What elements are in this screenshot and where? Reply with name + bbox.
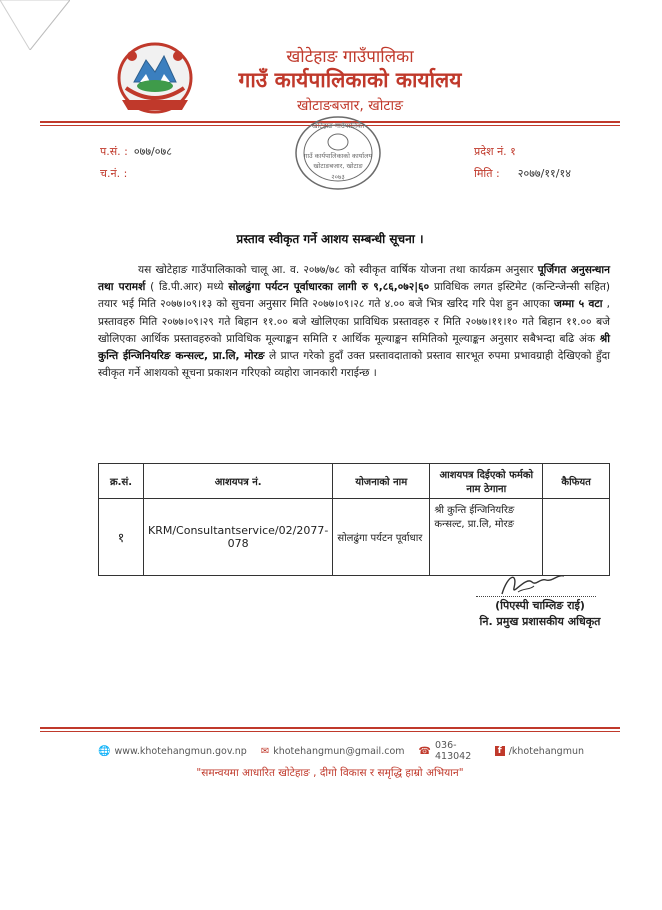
province-number: प्रदेश नं. १: [474, 145, 516, 158]
date-value: २०७७/११/१४: [517, 167, 571, 180]
footer-contacts: [98, 740, 598, 762]
body-bold-2: सोलढुंगा पर्यटन पूर्वाधारका लागी रु ९,८६,०७२|६०: [228, 281, 430, 294]
reference-value: ०७७/०७८: [133, 145, 172, 158]
office-address: खोटाङबजार, खोटाङ: [297, 98, 403, 114]
notice-body: [98, 262, 610, 382]
body-part-4: , प्रस्तावहरु मिति २०७७।०९।२९ गते बिहान ११.०० बजे खोलिएका प्राविधिक प्रस्तावहरु र मिति २०७७।११।१० गते बिहान ११.०० बजे खोलिएका आर्थिक प्रस्तावहरुको प्राविधिक मूल्याङ्कन समिति र आर्थिक मूल्याङ्कन समितिको मूल्याङ्कन अनुसार सबैभन्दा बढि अंक: [98, 298, 610, 345]
body-bold-3: जम्मा ५ वटा: [554, 298, 603, 311]
phone-text: 036-413042: [434, 740, 472, 762]
cell-remarks: [543, 499, 610, 576]
dispatch-number: [100, 166, 133, 181]
signer-title: नि. प्रमुख प्रशासकीय अधिकृत: [479, 615, 601, 628]
facebook-text: /khotehangmun: [508, 745, 584, 757]
body-part-3: प्राविधिक लगत इस्टिमेट (कन्टिन्जेन्सी सहित) तयार भई मिति २०७७।०९।१३ को सुचना अनुसार मिति २०७७।०९।२८ गते ४.०० बजे भित्र खरिद गरि पेश हुन आएका: [98, 281, 610, 311]
reference-label: प.सं. :: [100, 145, 128, 158]
body-bold-1: पूर्जिगत अनुसन्धान तथा परामर्श: [98, 264, 611, 294]
header-serial: क्र.सं.: [99, 464, 144, 499]
table-row: [99, 499, 610, 576]
footer-divider: [40, 727, 620, 729]
cell-project-name: सोलढुंगा पर्यटन पूर्वाधार: [333, 499, 430, 576]
header-remarks: कैफियत: [543, 464, 610, 499]
cell-loi-number: KRM/Consultantservice/02/2077-078: [144, 499, 333, 576]
stamp-line-2: गाउँ कार्यपालिकाको कार्यालय: [303, 152, 373, 160]
date: [474, 166, 571, 181]
signer-name: (पिएस्पी चाम्लिङ राई): [495, 599, 585, 612]
header-loi-number: आशयपत्र नं.: [144, 464, 333, 499]
footer-slogan: "समन्वयमा आधारित खोटेहाङ , दीगो विकास र समृद्धि हाम्रो अभियान": [196, 767, 464, 779]
dispatch-label: च.नं. :: [100, 167, 128, 180]
facebook-icon: f: [495, 746, 505, 756]
office-stamp: [292, 112, 384, 194]
body-part-5: ले प्राप्त गरेको हुदाँ उक्त प्रस्तावदाताको प्रस्ताव सारभूत रुपमा प्रभावग्राही देखिएको हुँदा स्वीकृत गर्ने आशयको सूचना प्रकाशन गरिएको व्यहोरा जानकारी गराईन्छ ।: [98, 350, 610, 380]
header-firm-name: आशयपत्र दिईएको फर्मको नाम ठेगाना: [430, 464, 543, 499]
nepal-emblem-logo: [112, 38, 198, 116]
footer-divider-thin: [40, 731, 620, 732]
stamp-line-3: खोटाङबजार, खोटाङ: [313, 162, 363, 170]
signature-line: [476, 596, 596, 597]
body-bold-4: श्री कुन्ति ईन्जिनियरिङ कन्सल्ट, प्रा.लि, मोरङ: [98, 332, 610, 363]
table-header-row: [99, 464, 610, 499]
footer-phone[interactable]: [419, 740, 481, 762]
date-label: मिति :: [474, 167, 500, 180]
footer-email[interactable]: [261, 746, 405, 757]
stamp-line-4: २०७३: [331, 173, 345, 181]
body-part-1: यस खोटेहाङ गाउँपालिकाको चालू आ. व. २०७७/७८ को स्वीकृत वार्षिक योजना तथा कार्यक्रम अनुसार: [138, 264, 538, 276]
cell-serial: १: [99, 499, 144, 576]
notice-subject: प्रस्ताव स्वीकृत गर्ने आशय सम्बन्धी सूचना ।: [236, 232, 424, 246]
reference-number: [100, 144, 172, 159]
cell-firm-name: श्री कुन्ति ईन्जिनियरिङ कन्सल्ट, प्रा.लि, मोरङ: [430, 499, 543, 576]
footer-website[interactable]: [98, 746, 247, 757]
phone-icon: ☎: [418, 745, 431, 757]
globe-icon: 🌐: [98, 745, 111, 757]
stamp-line-1: खोटेहाङ गाउँपालिका: [311, 122, 365, 130]
envelope-icon: ✉: [260, 745, 270, 757]
award-table: [98, 463, 610, 576]
footer-facebook[interactable]: [495, 746, 584, 757]
municipality-name: खोटेहाङ गाउँपालिका: [286, 47, 414, 67]
website-text: www.khotehangmun.gov.np: [114, 745, 247, 757]
office-name: गाउँ कार्यपालिकाको कार्यालय: [238, 68, 462, 92]
body-part-2: ( डि.पी.आर) मध्ये: [145, 281, 229, 294]
signer-block: [470, 598, 610, 630]
header-project-name: योजनाको नाम: [333, 464, 430, 499]
email-text: khotehangmun@gmail.com: [273, 745, 405, 757]
folded-corner: [0, 0, 70, 50]
